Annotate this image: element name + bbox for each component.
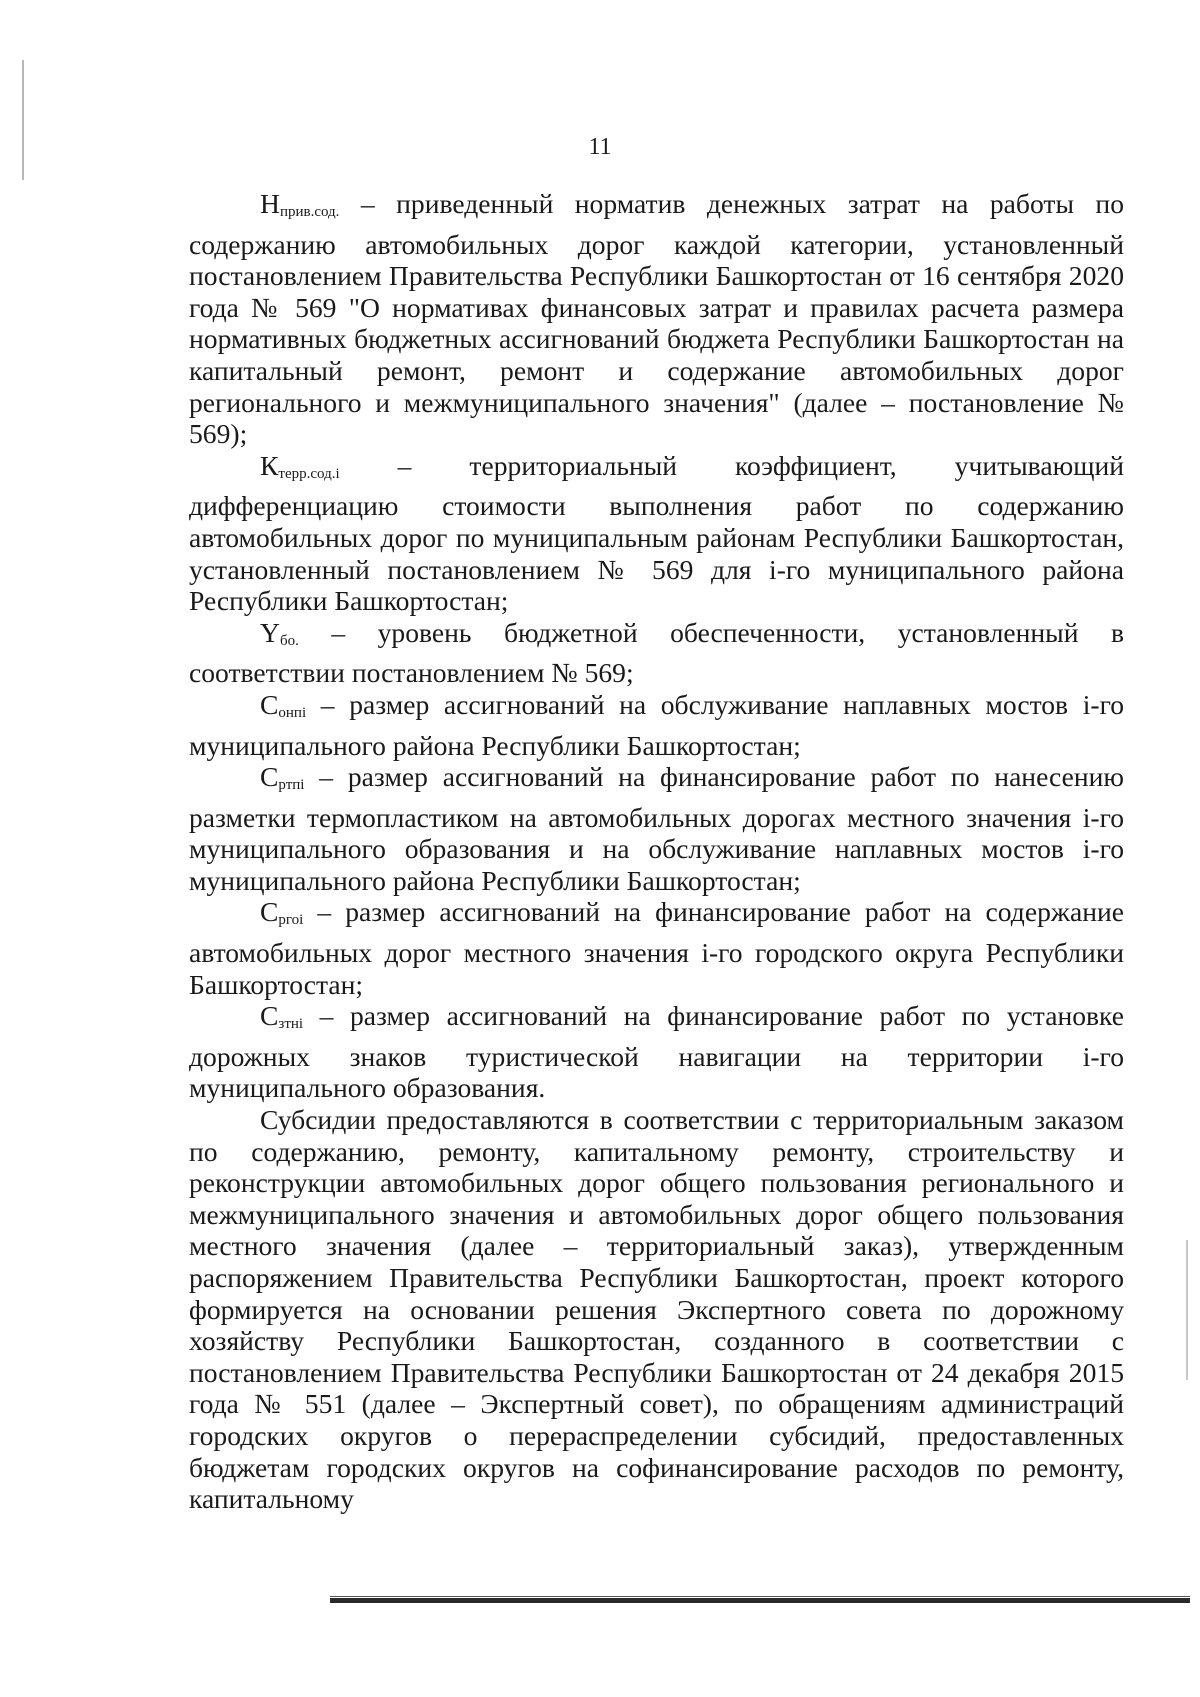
- formula-symbol: Y: [260, 616, 280, 648]
- paragraph-text: – уровень бюджетной обеспеченности, установленный в соответствии постановлением № 569;: [189, 616, 1124, 689]
- formula-symbol: С: [260, 688, 279, 720]
- paragraph-text: – размер ассигнований на финансирование работ на содержание автомобильных дорог местного значения i-го городского округа Республики Башкортостан;: [189, 896, 1124, 1000]
- formula-symbol: С: [260, 761, 279, 793]
- document-body: [189, 188, 1124, 1515]
- page-number: 11: [588, 134, 612, 160]
- paragraph-text: – размер ассигнований на финансирование работ по нанесению разметки термопластиком на автомобильных дорогах местного значения i-го муниципального образования и на обслуживание наплавных мостов i-го муниципального района Республики Башкортостан;: [189, 761, 1124, 896]
- paragraph-n-priv-sod: [189, 188, 1124, 450]
- formula-subscript: прив.сод.: [279, 204, 340, 220]
- formula-subscript: онпi: [278, 704, 307, 721]
- scan-bottom-line-thin: [330, 1596, 1190, 1597]
- paragraph-subsidies: [189, 1104, 1124, 1515]
- paragraph-text: Субсидии предоставляются в соответствии с территориальным заказом по содержанию, ремонту, капитальному ремонту, строительству и реконструкции автомобильных дорог общего пользования регионального и межмуниципального значения и автомобильных дорог общего пользования местного значения (далее – территориальный заказ), утвержденным распоряжением Правительства Республики Башкортостан, проект которого формируется на основании решения Экспертного совета по дорожному хозяйству Республики Башкортостан, созданного в соответствии с постановлением Правительства Республики Башкортостан от 24 декабря 2015 года № 551 (далее – Экспертный совет), по обращениям администраций городских округов о перераспределении субсидий, предоставленных бюджетам городских округов на софинансирование расходов по ремонту, капитальному: [189, 1104, 1124, 1515]
- paragraph-text: – приведенный норматив денежных затрат на работы по содержанию автомобильных дорог каждой категории, установленный постановлением Правительства Республики Башкортостан от 16 сентября 2020 года № 569 "О нормативах финансовых затрат и правилах расчета размера нормативных бюджетных ассигнований бюджета Республики Башкортостан на капитальный ремонт, ремонт и содержание автомобильных дорог регионального и межмуниципального значения" (далее – постановление № 569);: [189, 188, 1124, 450]
- formula-symbol: С: [260, 1000, 279, 1032]
- paragraph-c-onpi: [189, 689, 1124, 761]
- formula-subscript: бо.: [279, 632, 299, 649]
- scan-edge-mark-left: [22, 60, 24, 180]
- paragraph-text: – размер ассигнований на обслуживание наплавных мостов i-го муниципального района Республики Башкортостан;: [189, 688, 1124, 761]
- scan-edge-mark-right: [1186, 1240, 1188, 1380]
- formula-subscript: ргоi: [278, 912, 304, 929]
- formula-subscript: зтнi: [278, 1016, 304, 1033]
- paragraph-y-bo: [189, 617, 1124, 689]
- paragraph-c-rgoi: [189, 896, 1124, 1000]
- scan-bottom-line: [330, 1598, 1190, 1603]
- formula-subscript: ртпi: [278, 777, 305, 794]
- formula-symbol: С: [260, 896, 279, 928]
- paragraph-k-terr-sod: [189, 450, 1124, 617]
- formula-subscript: терр.сод.i: [278, 465, 340, 482]
- formula-symbol: К: [260, 449, 279, 481]
- paragraph-text: – территориальный коэффициент, учитывающий дифференциацию стоимости выполнения работ по содержанию автомобильных дорог по муниципальным районам Республики Башкортостан, установленный постановлением № 569 для i-го муниципального района Республики Башкортостан;: [189, 449, 1124, 617]
- paragraph-c-ztni: [189, 1000, 1124, 1104]
- paragraph-text: – размер ассигнований на финансирование работ по установке дорожных знаков туристической навигации на территории i-го муниципального образования.: [189, 1000, 1124, 1104]
- formula-symbol: Н: [260, 188, 280, 219]
- paragraph-c-rtpi: [189, 761, 1124, 896]
